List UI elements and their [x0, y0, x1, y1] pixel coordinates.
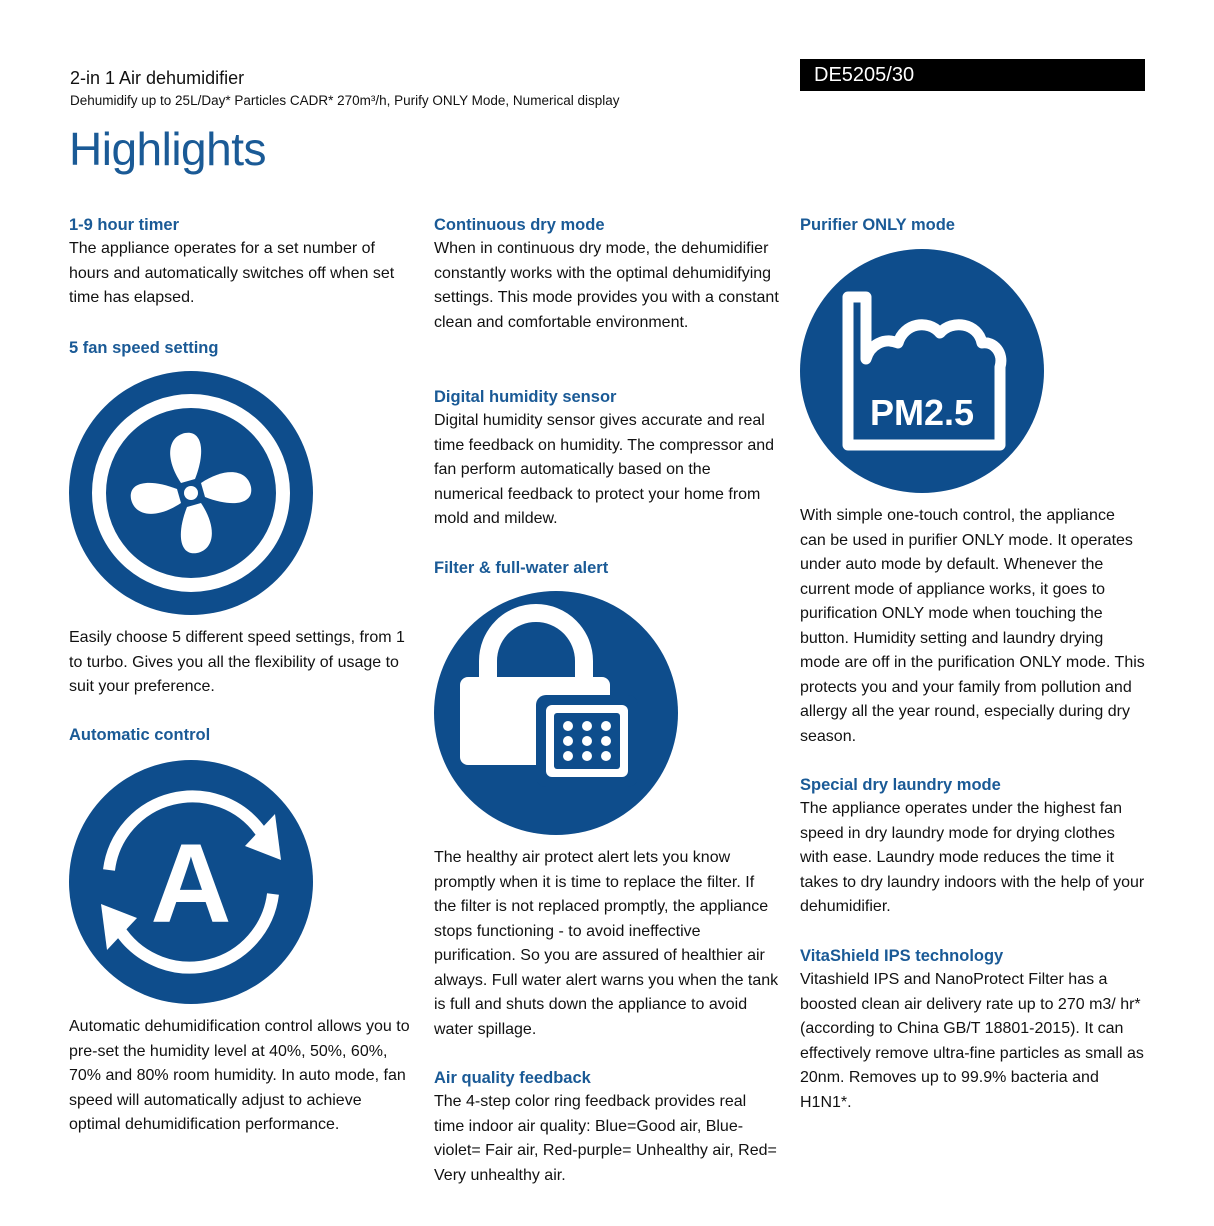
feature-body: Digital humidity sensor gives accurate and real time feedback on humidity. The compressor and fan perform automatically based on the numerical feedback to protect your home from mold and mildew.: [434, 412, 775, 527]
feature-body: Automatic dehumidification control allows you to pre-set the humidity level at 40%, 50%, 60%, 70% and 80% room humidity. In auto mode, fan speed will automatically adjust to achieve optimal dehumidification performance.: [69, 1018, 410, 1133]
pm25-label: PM2.5: [869, 392, 975, 433]
feature-continuous-dry: [434, 213, 779, 335]
feature-body: The appliance operates under the highest fan speed in dry laundry mode for drying clothes with ease. Laundry mode reduces the time it takes to dry laundry indoors with the help of your dehumidifier.: [800, 800, 1145, 915]
feature-purifier-only: [800, 504, 1145, 749]
feature-body: The 4-step color ring feedback provides real time indoor air quality: Blue=Good air, Blue-violet= Fair air, Red-purple= Unhealthy air, Red= Very unhealthy air.: [434, 1093, 777, 1184]
feature-body: Vitashield IPS and NanoProtect Filter has a boosted clean air delivery rate up to 270 m3/ hr* (according to China GB/T 18801-2015). It can effectively remove ultra-fine particles as small as 20nm. Removes up to 99.9% bacteria and H1N1*.: [800, 971, 1144, 1111]
product-subtitle: Dehumidify up to 25L/Day* Particles CADR* 270m³/h, Purify ONLY Mode, Numerical display: [70, 93, 620, 108]
feature-title: Purifier ONLY mode: [800, 216, 955, 234]
feature-laundry: [800, 773, 1145, 920]
feature-timer: [69, 213, 414, 311]
feature-auto-control: [69, 1015, 414, 1138]
feature-title: 5 fan speed setting: [69, 339, 219, 357]
page-title: Highlights: [69, 123, 266, 175]
feature-purifier-only-title-block: [800, 213, 1145, 237]
feature-title: Special dry laundry mode: [800, 776, 1001, 794]
feature-title: 1-9 hour timer: [69, 216, 180, 234]
feature-air-quality: [434, 1066, 779, 1188]
fan-icon: [69, 371, 313, 615]
feature-body: The healthy air protect alert lets you know promptly when it is time to replace the filter. If the filter is not replaced promptly, the appliance stops functioning - to avoid ineffective purification. So you are assured of healthier air always. Full water alert warns you when the tank is full and shuts down the appliance to avoid water spillage.: [434, 849, 779, 1038]
product-name: 2-in 1 Air dehumidifier: [70, 68, 245, 88]
feature-body: The appliance operates for a set number of hours and automatically switches off when set time has elapsed.: [69, 240, 395, 306]
feature-fan-speed-title-block: [69, 336, 414, 360]
feature-title: Filter & full-water alert: [434, 559, 609, 577]
feature-filter-alert: [434, 846, 779, 1042]
feature-humidity-sensor: [434, 385, 779, 532]
auto-mode-icon: [69, 760, 313, 1004]
feature-title: Automatic control: [69, 726, 211, 744]
feature-title: Air quality feedback: [434, 1069, 591, 1087]
feature-fan-speed: [69, 626, 414, 700]
feature-title: VitaShield IPS technology: [800, 947, 1004, 965]
filter-lock-icon: [434, 591, 678, 835]
feature-body: With simple one-touch control, the appliance can be used in purifier ONLY mode. It operates under auto mode by default. Whenever the current mode of appliance works, it goes to purification ONLY mode when touching the button. Humidity setting and laundry drying mode are off in the purification ONLY mode. This protects you and your family from pollution and allergy all the year round, especially during dry season.: [800, 507, 1145, 745]
feature-title: Continuous dry mode: [434, 216, 605, 234]
factory-pm25-icon: [800, 249, 1044, 493]
model-number: DE5205/30: [800, 59, 1145, 91]
feature-body: When in continuous dry mode, the dehumidifier constantly works with the optimal dehumidifying settings. This mode provides you with a constant clean and comfortable environment.: [434, 240, 779, 331]
feature-auto-control-title-block: [69, 723, 414, 747]
feature-filter-alert-title-block: [434, 556, 779, 580]
feature-vitashield: [800, 944, 1145, 1115]
feature-title: Digital humidity sensor: [434, 388, 617, 406]
auto-letter: A: [150, 821, 232, 946]
feature-body: Easily choose 5 different speed settings, from 1 to turbo. Gives you all the flexibility of usage to suit your preference.: [69, 629, 405, 695]
